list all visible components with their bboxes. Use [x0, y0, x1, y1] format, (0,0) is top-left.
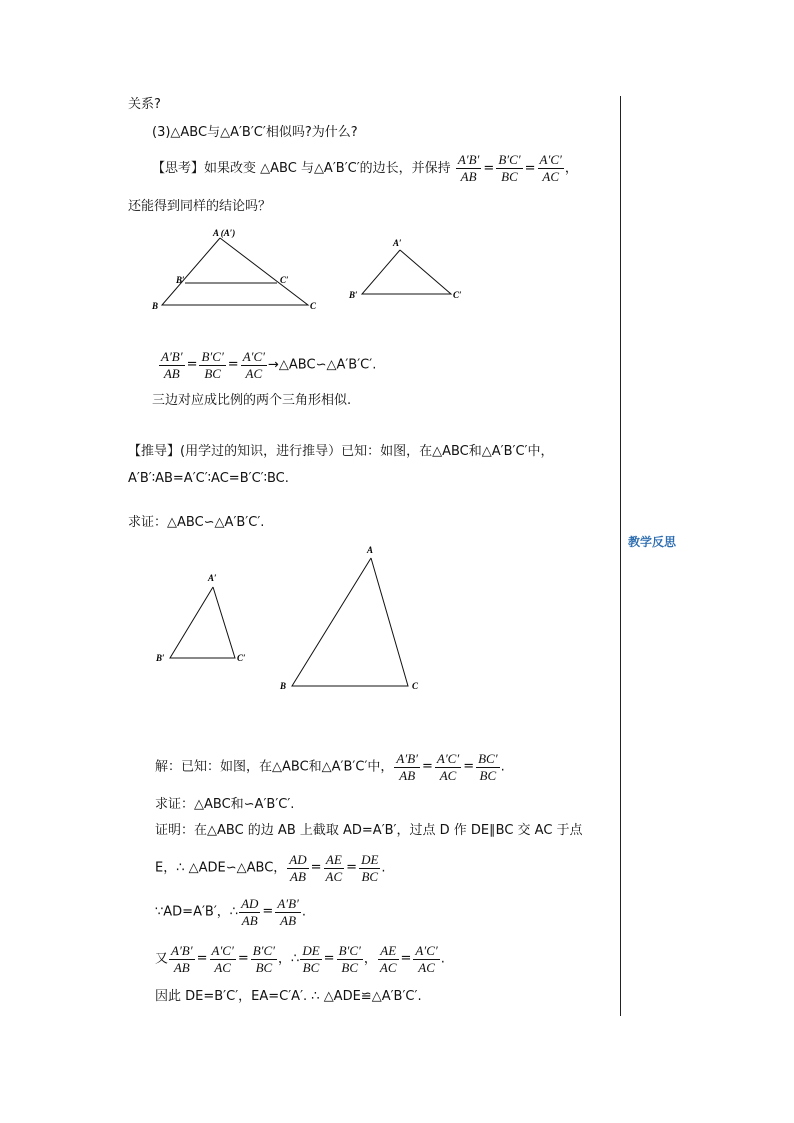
punct: .	[381, 860, 386, 876]
equals-sign: =	[186, 357, 198, 372]
numerator: B′C′	[498, 152, 521, 167]
fraction	[394, 751, 420, 784]
fraction	[241, 349, 267, 382]
numerator: DE	[302, 942, 320, 958]
equals-sign: =	[196, 951, 208, 966]
equals-sign: =	[262, 904, 274, 919]
equals-sign: =	[323, 951, 335, 966]
proof-text: ，∴	[278, 951, 300, 967]
fraction	[496, 152, 522, 185]
fraction	[287, 852, 308, 885]
proof-line-5: 因此 DE=B′C′，EA=C′A′. ∴ △ADE≌△A′B′C′.	[155, 989, 422, 1004]
fraction	[413, 943, 439, 976]
denominator: BC	[341, 959, 359, 975]
punct: .	[440, 951, 445, 967]
denominator: AB	[460, 169, 477, 184]
denominator: BC	[255, 959, 273, 975]
equals-sign: =	[310, 860, 322, 875]
prove-statement-2: 求证：△ABC和∽A′B′C′.	[155, 797, 295, 812]
proof-line-1: 证明：在△ABC 的边 AB 上截取 AD=A′B′，过点 D 作 DE∥BC 交 AC 于点	[155, 823, 583, 838]
triangle-a-prime	[362, 250, 451, 294]
theorem-statement: 三边对应成比例的两个三角形相似.	[152, 393, 352, 408]
fraction	[210, 943, 236, 976]
denominator: AC	[418, 959, 435, 975]
numerator: A′C′	[539, 152, 562, 167]
numerator: AE	[324, 852, 345, 869]
proof-text: ∵AD=A′B′，∴	[155, 904, 239, 920]
fraction	[337, 943, 363, 976]
figure-3	[150, 568, 260, 668]
fraction	[199, 349, 225, 382]
numerator: A′C′	[415, 942, 438, 958]
margin-divider	[620, 96, 621, 1016]
label-b: B	[152, 301, 159, 311]
numerator: A′B′	[277, 895, 299, 911]
prove-statement: 求证：△ABC∽△A′B′C′.	[128, 515, 265, 530]
denominator: AB	[163, 365, 180, 381]
fraction	[456, 152, 482, 185]
fraction	[169, 943, 195, 976]
fraction	[378, 943, 399, 976]
label-b-prime: B′	[156, 653, 165, 663]
punct: .	[500, 759, 505, 775]
fraction	[251, 943, 277, 976]
figure-1	[150, 225, 330, 315]
fraction	[239, 896, 260, 929]
label-a: A	[367, 545, 374, 555]
denominator: BC	[361, 868, 379, 884]
numerator: A′B′	[161, 348, 183, 364]
denominator: AB	[173, 959, 190, 975]
equals-sign: =	[400, 951, 412, 966]
denominator: BC	[501, 169, 518, 184]
punct: .	[301, 904, 307, 920]
denominator: AC	[245, 365, 263, 381]
label-c-prime: C′	[280, 275, 289, 285]
fraction	[275, 896, 301, 929]
conclusion-arrow: →△ABC∽△A′B′C′.	[268, 357, 377, 373]
ratio-f6	[168, 942, 278, 975]
numerator: AD	[241, 895, 259, 911]
numerator: DE	[361, 851, 379, 867]
numerator: A′C′	[436, 750, 460, 766]
denominator: AB	[399, 767, 416, 783]
derive-tag: 【推导】	[128, 444, 181, 459]
label-c-prime: C′	[237, 653, 246, 663]
fraction	[435, 751, 461, 784]
label-b: B	[280, 681, 287, 691]
fraction	[300, 943, 321, 976]
solution-intro: 解：已知：如图，在△ABC和△A′B′C′中，	[155, 759, 394, 775]
numerator: BC′	[478, 750, 498, 766]
denominator: AC	[439, 767, 457, 783]
numerator: B′C′	[338, 942, 361, 958]
fraction	[538, 152, 564, 185]
denominator: AC	[325, 868, 343, 884]
text-line: 关系?	[128, 97, 161, 112]
numerator: AD	[289, 851, 307, 867]
proof-line-4	[155, 942, 445, 977]
denominator: AB	[280, 912, 297, 928]
triangle-abc	[162, 238, 308, 305]
question-3: (3)△ABC与△A′B′C′相似吗?为什么?	[152, 125, 358, 140]
numerator: A′C′	[242, 348, 266, 364]
numerator: A′B′	[171, 942, 193, 958]
think-line	[152, 152, 578, 185]
fraction	[476, 751, 499, 784]
label-a-prime: A′	[393, 238, 402, 248]
ratio-f1	[455, 152, 565, 184]
label-a: A (A′)	[213, 228, 236, 238]
think-body: 如果改变 △ABC 与△A′B′C′的边长，并保持	[204, 161, 451, 176]
proof-text: 又	[155, 951, 169, 967]
triangle-abc	[292, 558, 408, 686]
ratio-f7	[299, 942, 364, 975]
punct: ，	[564, 161, 578, 176]
proof-line-2	[155, 851, 386, 886]
ratio-conclusion	[158, 348, 376, 383]
figure-4	[275, 540, 435, 695]
label-c-prime: C′	[453, 290, 462, 300]
fraction	[159, 349, 185, 382]
label-a-prime: A′	[208, 573, 217, 583]
fraction	[324, 852, 345, 885]
figure-2	[345, 235, 475, 305]
denominator: AB	[241, 912, 258, 928]
label-b-prime: B′	[349, 290, 358, 300]
derive-ratio: A′B′∶AB=A′C′∶AC=B′C′∶BC.	[128, 471, 289, 486]
punct: ，	[363, 951, 377, 967]
denominator: AC	[214, 959, 231, 975]
equals-sign: =	[346, 860, 358, 875]
derive-line	[128, 443, 554, 461]
numerator: B′C′	[252, 942, 276, 958]
equals-sign: =	[421, 759, 433, 774]
numerator: A′B′	[396, 750, 418, 766]
numerator: A′C′	[211, 942, 234, 958]
teaching-reflection-label: 教学反思	[628, 535, 677, 549]
ratio-f4	[286, 851, 381, 884]
solution-given	[155, 750, 505, 785]
fraction	[359, 852, 380, 885]
text-line: 还能得到同样的结论吗？	[128, 199, 272, 214]
ratio-f8	[377, 942, 441, 975]
numerator: AE	[378, 943, 399, 960]
denominator: AC	[379, 959, 397, 975]
ratio-f2	[158, 348, 268, 381]
think-tag: 【思考】	[152, 161, 205, 176]
ratio-f5	[238, 895, 302, 928]
numerator: A′B′	[457, 152, 480, 167]
numerator: B′C′	[201, 348, 224, 364]
derive-body: (用学过的知识，进行推导）已知：如图，在△ABC和△A′B′C′中，	[180, 444, 554, 459]
equals-sign: =	[524, 160, 536, 176]
equals-sign: =	[483, 160, 495, 176]
proof-line-3	[155, 895, 306, 930]
triangle-a-prime	[170, 587, 235, 658]
denominator: BC	[302, 959, 320, 975]
ratio-f3	[393, 750, 500, 783]
denominator: AC	[542, 169, 559, 184]
equals-sign: =	[237, 951, 249, 966]
label-c: C	[310, 301, 317, 311]
equals-sign: =	[463, 759, 475, 774]
denominator: AB	[290, 868, 306, 884]
label-c: C	[412, 681, 419, 691]
denominator: BC	[479, 767, 497, 783]
proof-text: E，∴ △ADE∽△ABC，	[155, 860, 287, 876]
label-b-prime: B′	[176, 275, 185, 285]
denominator: BC	[204, 365, 221, 381]
equals-sign: =	[227, 357, 239, 372]
